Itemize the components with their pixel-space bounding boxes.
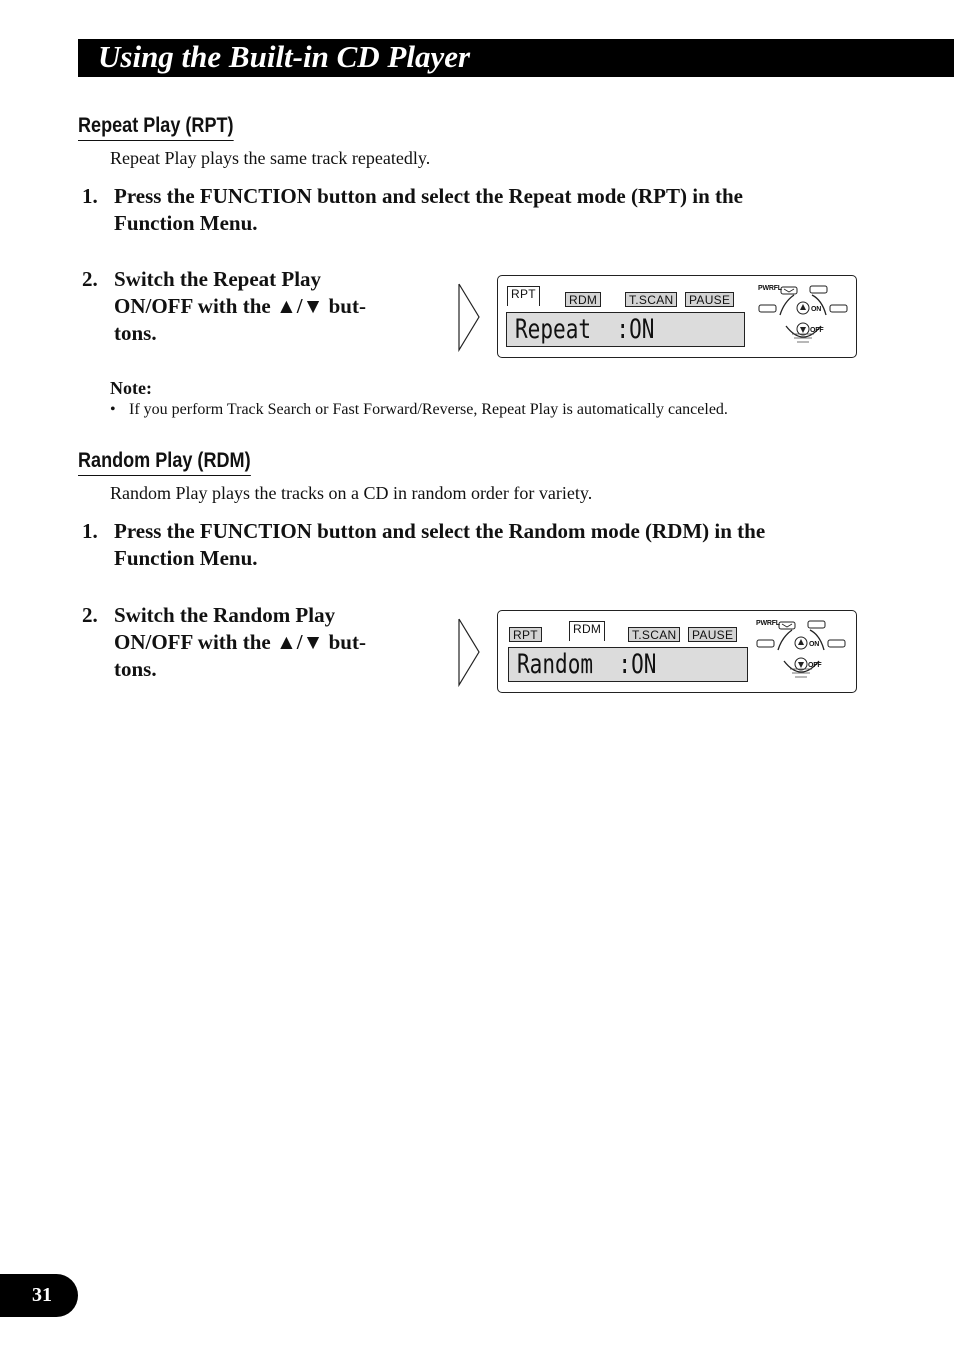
control-buttons-icon — [756, 282, 854, 352]
step-line-2: ON/OFF with the ▲/▼ but- — [114, 630, 366, 654]
note-text: If you perform Track Search or Fast Forward/Reverse, Repeat Play is automatically canceled. — [129, 401, 728, 418]
page-number: 31 — [32, 1284, 52, 1306]
off-label: OFF — [810, 327, 824, 334]
note-bullet: • — [110, 401, 116, 418]
pwrfl-label: PWRFL — [756, 620, 780, 627]
repeat-display-panel — [497, 275, 857, 358]
tab-tscan: T.SCAN — [625, 292, 677, 307]
pointer-arrow-icon — [456, 282, 482, 352]
step-line-3: tons. — [114, 657, 157, 681]
tab-pause: PAUSE — [685, 292, 734, 307]
lcd-text: Random :ON — [517, 649, 657, 680]
step-line-3: tons. — [114, 321, 157, 345]
tab-rpt: RPT — [509, 627, 542, 642]
random-display-panel — [497, 610, 857, 693]
pwrfl-label: PWRFL — [758, 285, 782, 292]
step-number: 1. — [82, 519, 98, 543]
lcd-readout — [508, 647, 748, 682]
tab-tscan: T.SCAN — [628, 627, 680, 642]
tab-pause: PAUSE — [688, 627, 737, 642]
pointer-arrow-icon — [456, 617, 482, 687]
tab-rdm: RDM — [569, 621, 605, 641]
on-label: ON — [809, 641, 820, 648]
chapter-title: Using the Built-in CD Player — [98, 39, 471, 74]
lcd-text: Repeat :ON — [515, 314, 655, 345]
step-line-2: ON/OFF with the ▲/▼ but- — [114, 294, 366, 318]
random-step-1 — [82, 518, 882, 574]
step-line-1: Switch the Repeat Play — [114, 267, 322, 291]
step-line-1: Press the FUNCTION button and select the Random mode (RDM) in the — [114, 519, 766, 543]
lcd-readout — [506, 312, 745, 347]
step-number: 2. — [82, 603, 98, 627]
step-number: 1. — [82, 184, 98, 208]
random-heading: Random Play (RDM) — [78, 449, 251, 476]
repeat-heading: Repeat Play (RPT) — [78, 114, 234, 141]
repeat-step-1 — [82, 183, 882, 239]
random-intro: Random Play plays the tracks on a CD in random order for variety. — [110, 483, 593, 503]
control-buttons-icon — [754, 617, 852, 687]
tab-rpt: RPT — [507, 286, 540, 306]
step-line-2: Function Menu. — [114, 211, 258, 235]
on-label: ON — [811, 306, 822, 313]
chapter-banner — [78, 39, 954, 77]
tab-rdm: RDM — [565, 292, 601, 307]
off-label: OFF — [808, 662, 822, 669]
repeat-intro: Repeat Play plays the same track repeatedly. — [110, 148, 431, 168]
note-label: Note: — [110, 378, 152, 398]
step-line-1: Press the FUNCTION button and select the Repeat mode (RPT) in the — [114, 184, 743, 208]
step-line-1: Switch the Random Play — [114, 603, 336, 627]
page-number-tab — [0, 1274, 78, 1317]
step-number: 2. — [82, 267, 98, 291]
repeat-step-2 — [82, 266, 402, 350]
step-line-2: Function Menu. — [114, 546, 258, 570]
random-step-2 — [82, 602, 402, 686]
